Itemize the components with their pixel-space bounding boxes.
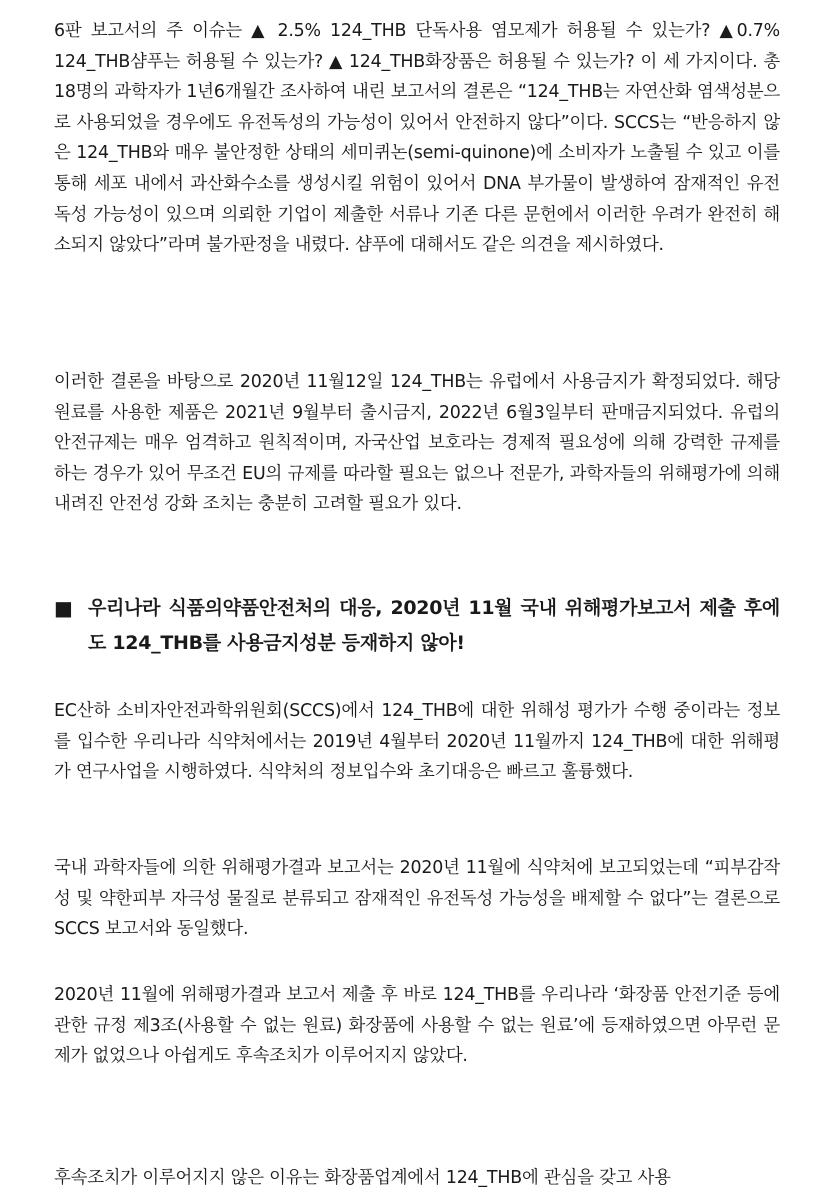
paragraph-eu-ban: 이러한 결론을 바탕으로 2020년 11월12일 124_THB는 유럽에서 사용금지가 확정되었다. 해당원료를 사용한 제품은 2021년 9월부터 출시금지, 2022년 6월3일부터 판매금지되었다. 유럽의 안전규제는 매우 엄격하고 원칙적이며, 자국산업 보호라는 경제적 필요성에 의해 강력한 규제를 하는 경우가 있어 무조건 EU의 규제를 따라할 필요는 없으나 전문가, 과학자들의 위해평가에 의해 내려진 안전성 강화 조치는 충분히 고려할 필요가 있다. bbox=[54, 372, 780, 515]
paragraph-sccs-report-findings: 6판 보고서의 주 이슈는 ▲ 2.5% 124_THB 단독사용 염모제가 허용될 수 있는가? ▲0.7% 124_THB샴푸는 허용될 수 있는가? ▲ 124_THB화장품은 허용될 수 있는가? 이 세 가지이다. 총 18명의 과학자가 1년6개월간 조사하여 내린 보고서의 결론은 “124_THB는 자연산화 염색성분으로 사용되었을 경우에도 유전독성의 가능성이 있어서 안전하지 않다”이다. SCCS는 “반응하지 않은 124_THB와 매우 불안정한 상태의 세미퀴논(semi-quinone)에 소비자가 노출될 수 있고 이를 통해 세포 내에서 과산화수소를 생성시킬 위험이 있어서 DNA 부가물이 발생하여 잠재적인 유전독성 가능성이 있으며 의뢰한 기업이 제출한 서류나 기존 다른 문헌에서 이러한 우려가 완전히 해소되지 않았다”라며 불가판정을 내렸다. 샴푸에 대해서도 같은 의견을 제시하였다. bbox=[54, 21, 780, 256]
section-heading bbox=[54, 591, 780, 661]
paragraph-reason: 후속조치가 이루어지지 않은 이유는 화장품업계에서 124_THB에 관심을 갖고 사용 bbox=[54, 1168, 671, 1188]
paragraph-domestic-report: 국내 과학자들에 의한 위해평가결과 보고서는 2020년 11월에 식약처에 보고되었는데 “피부감작성 및 약한피부 자극성 물질로 분류되고 잠재적인 유전독성 가능성을 배제할 수 없다”는 결론으로 SCCS 보고서와 동일했다. bbox=[54, 858, 780, 940]
paragraph-mfds-research: EC산하 소비자안전과학위원회(SCCS)에서 124_THB에 대한 위해성 평가가 수행 중이라는 정보를 입수한 우리나라 식약처에서는 2019년 4월부터 2020년 11월까지 124_THB에 대한 위해평가 연구사업을 시행하였다. 식약처의 정보입수와 초기대응은 빠르고 훌륭했다. bbox=[54, 701, 780, 783]
section-heading-text: 우리나라 식품의약품안전처의 대응, 2020년 11월 국내 위해평가보고서 제출 후에도 124_THB를 사용금지성분 등재하지 않아! bbox=[88, 597, 780, 654]
square-bullet-icon: ■ bbox=[54, 596, 73, 620]
paragraph-no-follow-up: 2020년 11월에 위해평가결과 보고서 제출 후 바로 124_THB를 우리나라 ‘화장품 안전기준 등에 관한 규정 제3조(사용할 수 없는 원료) 화장품에 사용할 수 없는 원료’에 등재하였으면 아무런 문제가 없었으나 아쉽게도 후속조치가 이루어지지 않았다. bbox=[54, 985, 780, 1067]
